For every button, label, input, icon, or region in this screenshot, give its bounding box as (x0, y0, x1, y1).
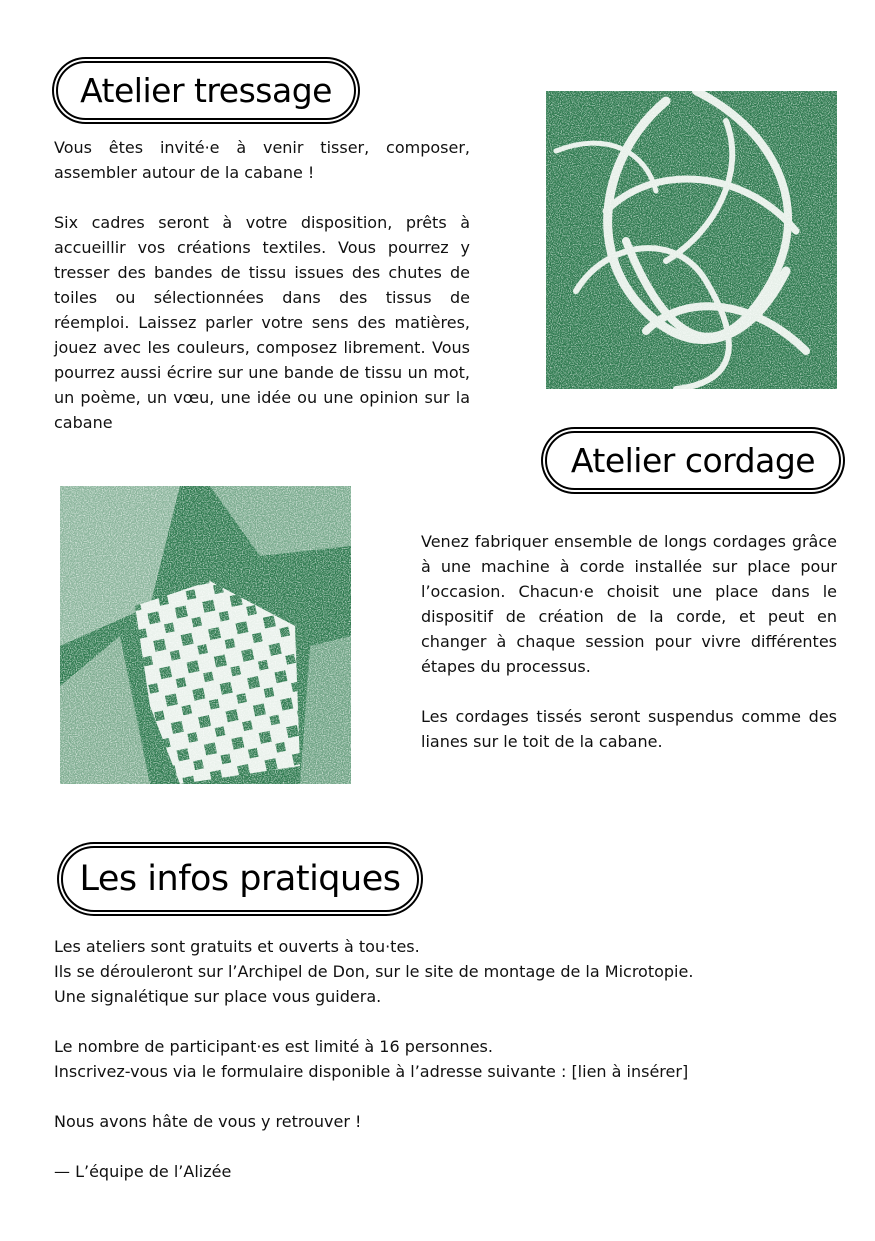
rope-photo (546, 91, 837, 389)
infos-line-4: Le nombre de participant·es est limité à 16 personnes. (54, 1037, 493, 1056)
tressage-paragraph-1: Vous êtes invité·e à venir tisser, composer, assembler autour de la cabane ! (54, 138, 470, 182)
tressage-title-bubble (56, 61, 356, 120)
cordage-body (421, 529, 837, 754)
infos-title: Les infos pratiques (79, 859, 401, 899)
infos-line-2: Ils se dérouleront sur l’Archipel de Don, sur le site de montage de la Microtopie. (54, 962, 694, 981)
tressage-title: Atelier tressage (80, 71, 332, 110)
infos-body (54, 934, 834, 1184)
infos-block-3 (54, 1109, 834, 1134)
infos-line-3: Une signalétique sur place vous guidera. (54, 987, 382, 1006)
tressage-paragraph-2: Six cadres seront à votre disposition, prêts à accueillir vos créations textiles. Vous pourrez y tresser des bandes de tissu issues des chutes de toiles ou sélectionnées dans des tissus de réemploi. Laissez parler votre sens des matières, jouez avec les couleurs, composez librement. Vous pourrez aussi écrire sur une bande de tissu un mot, un poème, un vœu, une idée ou une opinion sur la cabane (54, 213, 470, 432)
infos-block-4 (54, 1159, 834, 1184)
infos-block-1 (54, 934, 834, 1009)
weaving-photo (60, 486, 351, 784)
infos-title-bubble (61, 846, 419, 912)
cordage-paragraph-2: Les cordages tissés seront suspendus comme des lianes sur le toit de la cabane. (421, 707, 837, 751)
infos-line-6: Nous avons hâte de vous y retrouver ! (54, 1112, 362, 1131)
cordage-paragraph-1: Venez fabriquer ensemble de longs cordages grâce à une machine à corde installée sur place pour l’occasion. Chacun·e choisit une place dans le dispositif de création de la corde, et peut en changer à chaque session pour vivre différentes étapes du processus. (421, 532, 837, 676)
tressage-body (54, 135, 470, 435)
infos-block-2 (54, 1034, 834, 1084)
infos-line-1: Les ateliers sont gratuits et ouverts à tou·tes. (54, 937, 420, 956)
cordage-title: Atelier cordage (570, 441, 816, 480)
cordage-title-bubble (545, 431, 841, 490)
infos-line-5: Inscrivez-vous via le formulaire disponible à l’adresse suivante : [lien à insérer] (54, 1062, 689, 1081)
signature: — L’équipe de l’Alizée (54, 1162, 232, 1181)
